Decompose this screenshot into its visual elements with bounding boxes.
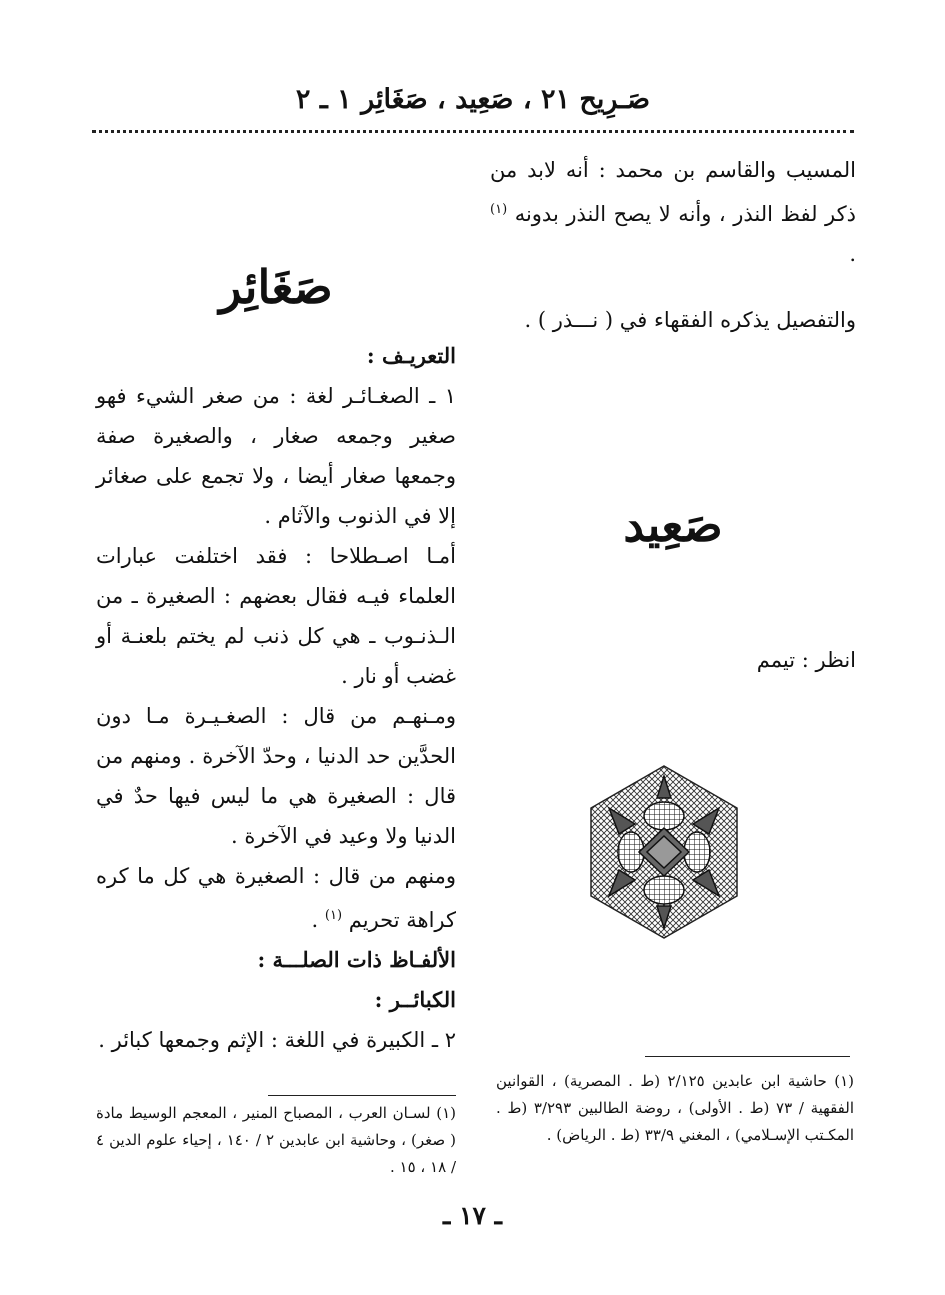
entry-title-saeed: صَعِيد xyxy=(623,498,723,552)
running-header: صَـرِيح ٢١ ، صَعِيد ، صَغَائِر ١ ـ ٢ xyxy=(295,84,651,115)
continuation-text: المسيب والقاسم بن محمد : أنه لابد من ذكر لفظ النذر ، وأنه لا يصح النذر بدونه xyxy=(490,158,856,226)
paragraph-3: ومـنهـم من قال : الصغـيـرة مـا دون الحدَّين حد الدنيا ، وحدّ الآخرة . ومنهم من قال : الصغيرة هي ما ليس فيها حدٌ في الدنيا ولا وعيد في الآخرة . xyxy=(96,704,456,848)
paragraph-2: أمـا اصـطلاحا : فقد اختلفت عبارات العلماء فيـه فقال بعضهم : الصغيرة ـ من الـذنـوب ـ هي كل ذنب لم يختم بلعنـة أو غضب أو نار . xyxy=(96,544,456,688)
right-column xyxy=(490,150,856,680)
left-column xyxy=(96,150,456,1060)
sub-heading-kabair: الكبائــر : xyxy=(374,987,456,1012)
footnote-right-text: (١) حاشية ابن عابدين ٢/١٢٥ (ط . المصرية) ، القوانين الفقهية / ٧٣ (ط . الأولى) ، روضة الطالبين ٣/٢٩٣ (ط . المكـتب الإسـلامي) ، المغني ٣٣/٩ (ط . الرياض) . xyxy=(496,1072,854,1144)
footnote-rule-left xyxy=(268,1095,456,1096)
footnote-right xyxy=(496,1068,854,1149)
footnote-ref[interactable]: (١) xyxy=(490,202,508,217)
paragraph-1: ١ ـ الصغـائـر لغة : من صغر الشيء فهو صغير وجمعه صغار ، والصغيرة صفة وجمعها صغار أيضا ، ولا تجمع على صغائر إلا في الذنوب والآثام . xyxy=(96,384,456,528)
see-also-text: انظر : تيمم xyxy=(756,648,856,672)
footnote-rule-right xyxy=(645,1056,850,1057)
continuation-paragraph xyxy=(490,150,856,274)
paragraph-4 xyxy=(96,856,456,940)
footnote-ref[interactable]: (١) xyxy=(324,908,343,923)
detail-paragraph: والتفصيل يذكره الفقهاء في ( نـــذر ) . xyxy=(524,308,856,332)
paragraph-5: ٢ ـ الكبيرة في اللغة : الإثم وجمعها كبائر . xyxy=(98,1028,456,1052)
page-number: ـ ١٧ ـ xyxy=(443,1201,502,1230)
decorative-ornament xyxy=(589,764,739,940)
entry-title-saghair: صَغَائِر xyxy=(219,260,333,314)
footnote-left xyxy=(96,1100,456,1181)
continuation-end: . xyxy=(849,242,856,266)
definition-heading: التعريـف : xyxy=(366,343,456,368)
header-dotted-rule xyxy=(92,130,854,133)
paragraph-4-text: ومنهم من قال : الصغيرة هي كل ما كره كراهة تحريم xyxy=(96,864,456,932)
paragraph-4-end: . xyxy=(311,908,319,932)
footnote-left-text: (١) لسـان العرب ، المصباح المنير ، المعجم الوسيط مادة ( صغر) ، وحاشية ابن عابدين ٢ / ١٤٠ ، إحياء علوم الدين ٤ / ١٨ ، ١٥ . xyxy=(96,1104,456,1176)
related-terms-heading: الألفـاظ ذات الصلـــة : xyxy=(257,947,456,972)
